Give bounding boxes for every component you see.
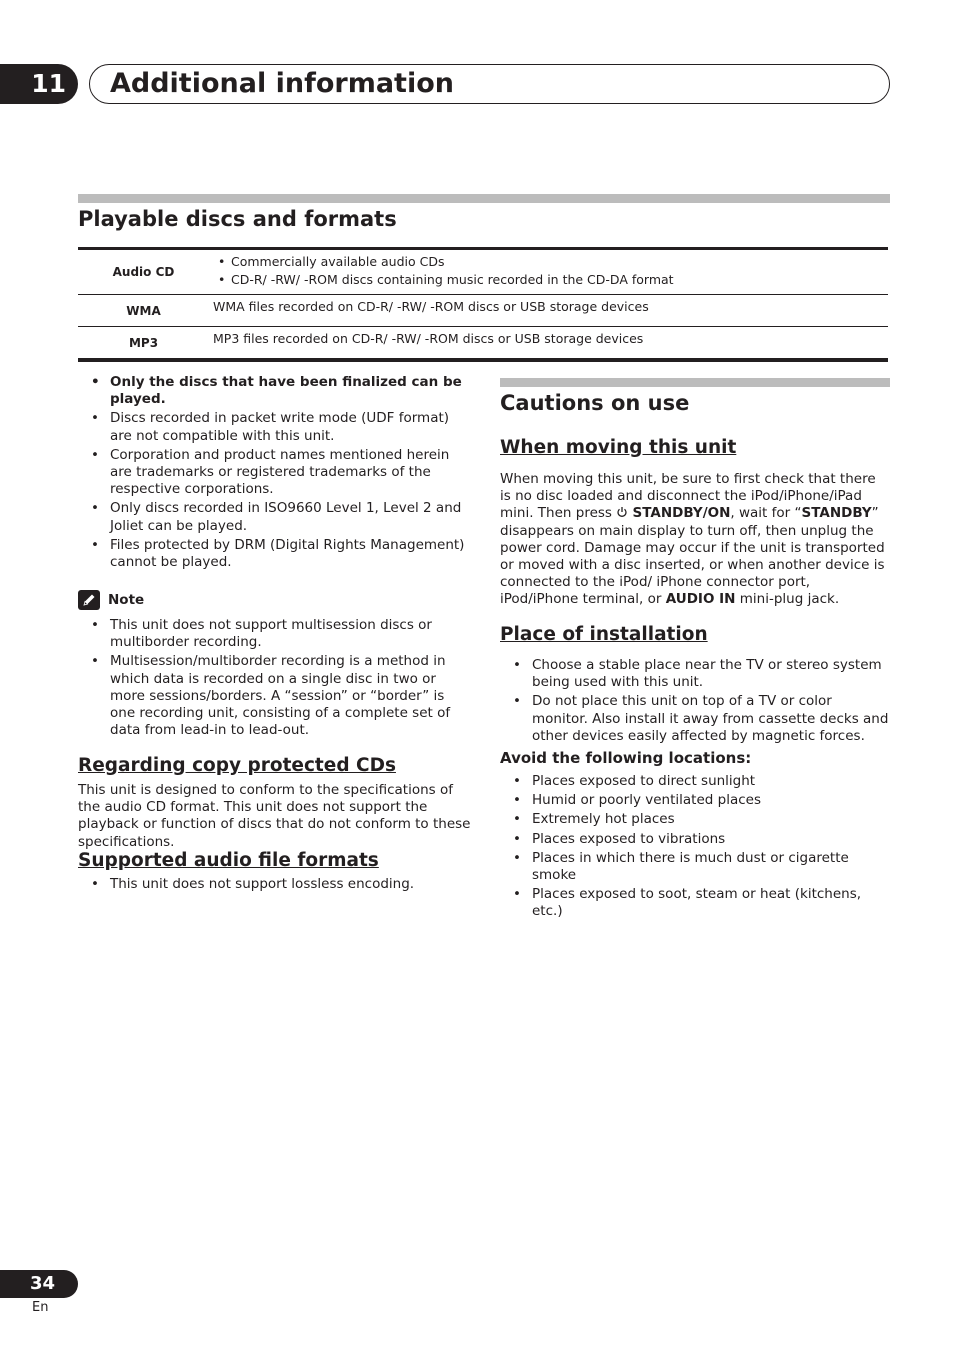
list-item: • Commercially available audio CDs — [213, 253, 888, 271]
avoid-heading: Avoid the following locations: — [500, 749, 752, 767]
standby-label: STANDBY — [801, 505, 872, 522]
note-header — [78, 590, 144, 610]
page-number: 34 — [0, 1270, 78, 1298]
table-row — [78, 295, 888, 327]
list-item: • CD-R/ -RW/ -ROM discs containing music recorded in the CD-DA format — [213, 271, 888, 289]
section-divider — [78, 194, 890, 203]
list-item: • This unit does not support lossless encoding. — [78, 876, 470, 893]
list-item: • Places exposed to soot, steam or heat (kitchens, etc.) — [500, 886, 890, 920]
list-item: • Only the discs that have been finalized can be played. — [78, 374, 470, 408]
power-icon — [616, 505, 628, 521]
avoid-list — [500, 773, 890, 923]
text-run: When moving this unit, be sure to first check that there is no disc loaded and disconnect the iPod/iPhone/iPad mini. Then press — [500, 471, 876, 522]
installation-list — [500, 657, 890, 747]
audio-in-label: AUDIO IN — [665, 591, 736, 608]
format-cell: WMA — [126, 303, 161, 318]
list-item: • Do not place this unit on top of a TV or color monitor. Also install it away from cassette decks and other devices easily affected by magnetic forces. — [500, 693, 890, 745]
list-item: • Multisession/multiborder recording is a method in which data is recorded on a single disc in two or more sessions/borders. A “session” or “border” is one recording unit, consisting of a complete set of data from lead-in to lead-out. — [78, 653, 470, 739]
audio-formats-list — [78, 876, 470, 895]
list-item: • Corporation and product names mentioned herein are trademarks or registered trademarks of the respective corporations. — [78, 447, 470, 499]
chapter-title: Additional information — [110, 68, 454, 99]
list-item: • Discs recorded in packet write mode (UDF format) are not compatible with this unit. — [78, 410, 470, 444]
list-item: • Places exposed to vibrations — [500, 831, 890, 848]
table-row — [78, 250, 888, 295]
moving-text — [500, 471, 890, 609]
pencil-icon — [78, 590, 100, 610]
note-list — [78, 617, 470, 741]
note-label: Note — [108, 592, 145, 608]
list-item: • Choose a stable place near the TV or stereo system being used with this unit. — [500, 657, 890, 691]
subheading-audio-formats: Supported audio file formats — [78, 850, 379, 871]
page-language: En — [32, 1300, 49, 1315]
subheading-installation: Place of installation — [500, 624, 708, 645]
chapter-number: 11 — [0, 64, 78, 104]
playable-notes — [78, 374, 470, 573]
format-cell: Audio CD — [112, 265, 175, 279]
text-run: ” disappears on main display to turn off, then unplug the power cord. Damage may occur if the unit is transported or moved with a disc inserted, or when another device is connected to the iPod/ iPhone connector port, iPod/iPhone terminal, or — [500, 505, 885, 608]
standby-on-label: STANDBY/ON — [632, 505, 731, 522]
section-heading-playable: Playable discs and formats — [78, 207, 397, 231]
formats-table — [78, 247, 888, 362]
format-cell: MP3 — [128, 335, 159, 350]
list-item: • This unit does not support multisession discs or multiborder recording. — [78, 617, 470, 651]
section-divider — [500, 378, 890, 387]
text-run: , wait for “ — [730, 505, 802, 522]
table-bottom-rule — [78, 359, 888, 362]
section-heading-cautions: Cautions on use — [500, 391, 690, 415]
list-item: • Places in which there is much dust or cigarette smoke — [500, 850, 890, 884]
subheading-moving: When moving this unit — [500, 437, 737, 458]
list-item: • Files protected by DRM (Digital Rights Management) cannot be played. — [78, 537, 470, 571]
description-cell: WMA files recorded on CD-R/ -RW/ -ROM discs or USB storage devices — [213, 299, 649, 314]
list-item: • Extremely hot places — [500, 811, 890, 828]
table-row — [78, 327, 888, 359]
description-cell — [209, 250, 888, 294]
list-item: • Humid or poorly ventilated places — [500, 792, 890, 809]
description-cell: MP3 files recorded on CD-R/ -RW/ -ROM discs or USB storage devices — [213, 331, 644, 346]
list-item: • Places exposed to direct sunlight — [500, 773, 890, 790]
list-item: • Only discs recorded in ISO9660 Level 1, Level 2 and Joliet can be played. — [78, 500, 470, 534]
text-run: mini-plug jack. — [735, 591, 840, 608]
subheading-copy-protected: Regarding copy protected CDs — [78, 755, 396, 776]
copy-protected-text: This unit is designed to conform to the specifications of the audio CD format. This unit does not support the playback or function of discs that do not conform to these specifications. — [78, 782, 471, 850]
